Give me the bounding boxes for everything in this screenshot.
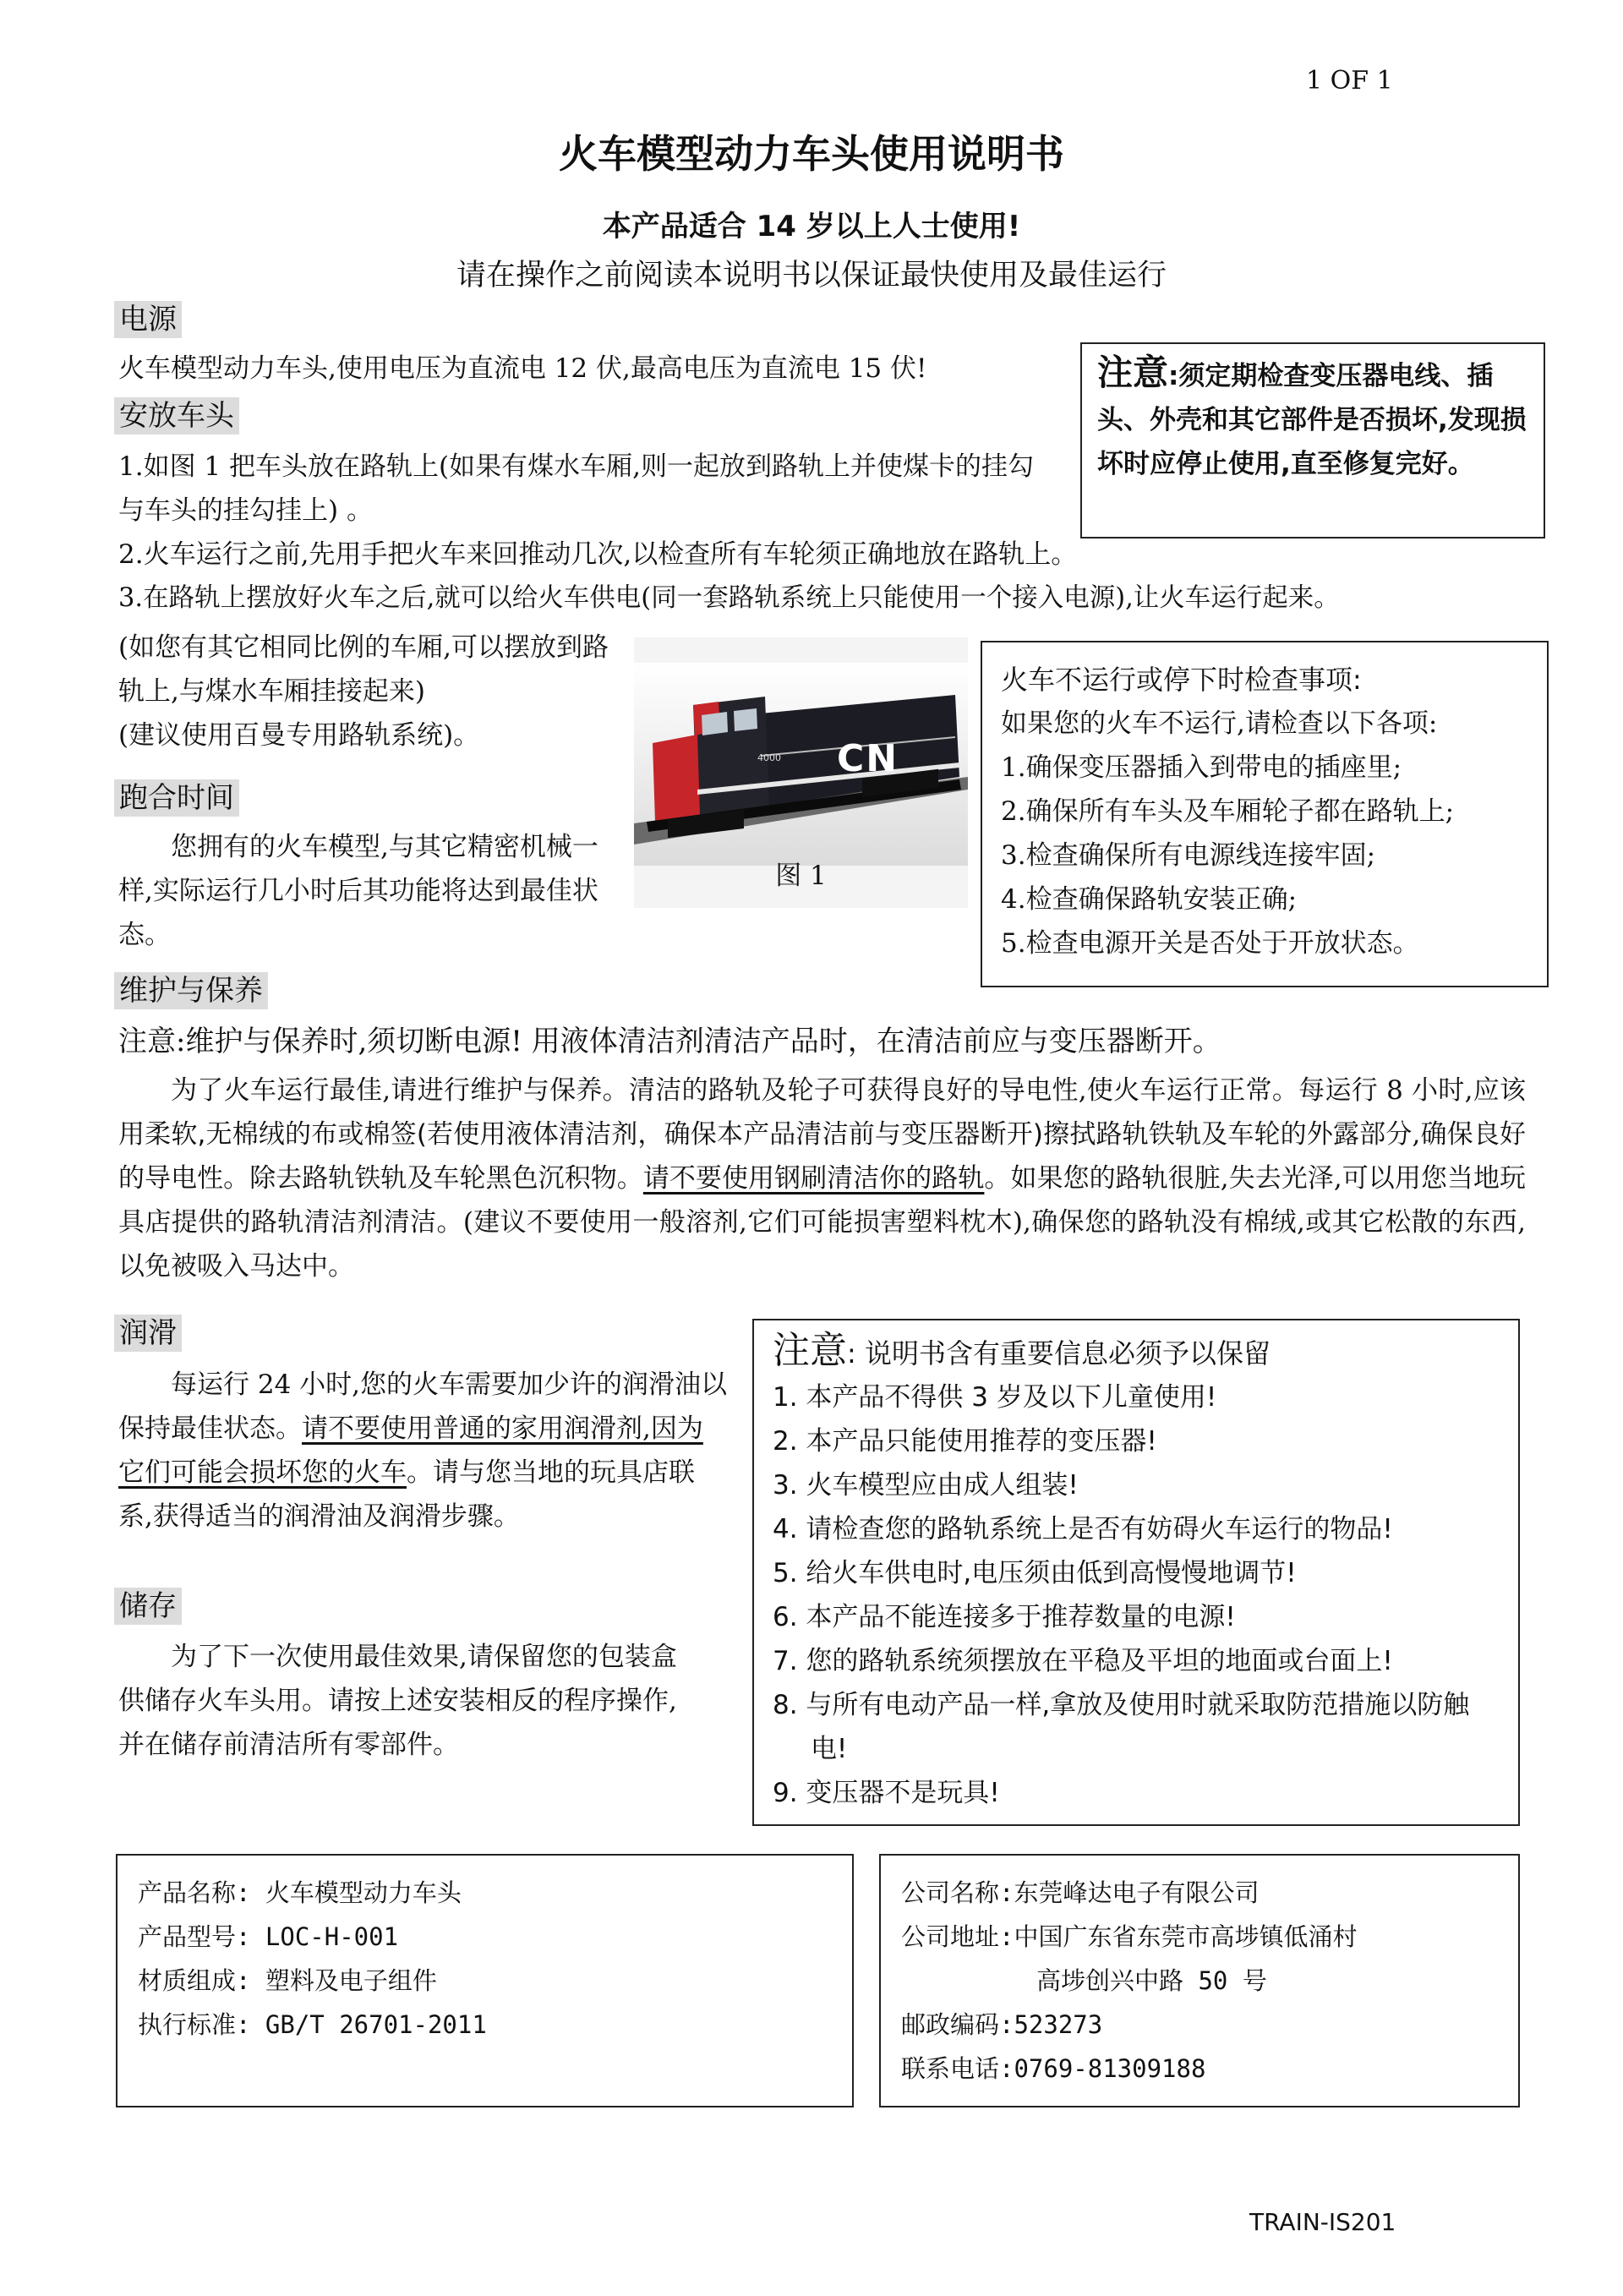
power-heading: 电源	[114, 301, 182, 338]
warning-item: 3. 火车模型应由成人组装!	[773, 1470, 1079, 1501]
age-notice: 本产品适合 14 岁以上人士使用!	[602, 210, 1021, 243]
checklist-item: 3.检查确保所有电源线连接牢固;	[1001, 840, 1376, 871]
placement-step-3: 3.在路轨上摆放好火车之后,就可以给火车供电(同一套路轨系统上只能使用一个接入电源),让火车运行起来。	[118, 583, 1340, 613]
lubrication-warning: 请不要使用普通的家用润滑剂,因为它们可能会损坏您的火车	[118, 1413, 703, 1488]
checklist-item: 4.检查确保路轨安装正确;	[1001, 884, 1298, 915]
storage-heading: 储存	[114, 1588, 182, 1625]
document-code: TRAIN-IS201	[1249, 2208, 1396, 2236]
warnings-label: 注意	[773, 1329, 847, 1372]
company-info-box	[879, 1854, 1520, 2107]
maintenance-text-c: 擦拭路轨铁轨及车轮的外露部分,确保良好的导电性。除去路轨铁轨及车轮黑色沉积物。	[118, 1119, 1526, 1194]
loco-number: 4000	[757, 752, 781, 763]
product-model: 产品型号: LOC-H-001	[138, 1922, 399, 1951]
warning-item: 6. 本产品不能连接多于推荐数量的电源!	[773, 1602, 1236, 1632]
company-address-line-2: 高埗创兴中路 50 号	[1036, 1966, 1267, 1995]
placement-step-2: 2.火车运行之前,先用手把火车来回推动几次,以检查所有车轮须正确地放在路轨上。	[118, 539, 1078, 570]
company-phone: 联系电话:0769-81309188	[901, 2054, 1206, 2083]
loco-logo: CN	[837, 737, 899, 780]
warning-item: 9. 变压器不是玩具!	[773, 1778, 1000, 1808]
placement-heading: 安放车头	[114, 397, 239, 435]
page-title: 火车模型动力车头使用说明书	[559, 131, 1064, 177]
checklist-item: 5.检查电源开关是否处于开放状态。	[1001, 928, 1419, 959]
placement-note-2: (建议使用百曼专用路轨系统)。	[118, 720, 480, 751]
company-address: 公司地址:中国广东省东莞市高埗镇低涌村	[901, 1922, 1358, 1951]
notice-text: :须定期检查变压器电线、插头、外壳和其它部件是否损坏,发现损坏时应停止使用,直至修复完好。	[1097, 361, 1527, 479]
warning-item: 2. 本产品只能使用推荐的变压器!	[773, 1426, 1157, 1457]
maintenance-notice-box	[1080, 342, 1545, 538]
checklist-item: 2.确保所有车头及车厢轮子都在路轨上;	[1001, 796, 1455, 827]
product-info-box	[116, 1854, 854, 2107]
product-name: 产品名称: 火车模型动力车头	[138, 1878, 462, 1907]
warnings-title: : 说明书含有重要信息必须予以保留	[847, 1337, 1271, 1369]
storage-text: 为了下一次使用最佳效果,请保留您的包装盒供储存火车头用。请按上述安装相反的程序操作,并在储存前清洁所有零部件。	[118, 1642, 677, 1760]
maintenance-warning: 注意:维护与保养时,须切断电源! 用液体清洁剂清洁产品时，在清洁前应与变压器断开。	[118, 1025, 1221, 1058]
maintenance-text-a: 为了火车运行最佳,请进行维护与保养。清洁的路轨及轮子可获得良好的导电性,使火车运行正常。每运行 8 小时,应该用	[118, 1075, 1526, 1150]
lubrication-text-b: 。请与您当地的玩具店联系,获得适当的润滑油及润滑步骤。	[118, 1457, 695, 1532]
safety-warnings-box	[752, 1319, 1520, 1826]
page-number: 1 OF 1	[1306, 66, 1393, 96]
maintenance-text	[118, 1069, 1526, 1288]
lubrication-heading: 润滑	[114, 1315, 182, 1352]
warning-item: 1. 本产品不得供 3 岁及以下儿童使用!	[773, 1382, 1217, 1413]
warning-item: 7. 您的路轨系统须摆放在平稳及平坦的地面或台面上!	[773, 1646, 1393, 1676]
maintenance-text-d: 。如果您的路轨很脏,失去光泽,可以用您当地玩具店提供的路轨清洁剂清洁。(建议不要使用一般溶剂,它们可能损害塑料枕木),确保您的路轨没有棉绒,或其它松散的东西,以免被吸入马达中。	[118, 1163, 1526, 1282]
maintenance-text-b: 柔软,无棉绒的布或棉签(若使用液体清洁剂，确保本产品清洁前与变压器断开)	[145, 1119, 1043, 1150]
notice-label: 注意	[1097, 352, 1169, 393]
figure-caption: 图 1	[775, 861, 827, 891]
lubrication-text	[118, 1363, 727, 1539]
company-postcode: 邮政编码:523273	[901, 2010, 1103, 2039]
product-material: 材质组成: 塑料及电子组件	[138, 1966, 437, 1995]
checklist-title: 火车不运行或停下时检查事项:	[1001, 664, 1362, 696]
lubrication-text-a: 每运行 24 小时,您的火车需要加少许的润滑油以保持最佳状态。	[118, 1369, 728, 1444]
warning-item: 8. 与所有电动产品一样,拿放及使用时就采取防范措施以防触电!	[773, 1690, 1470, 1764]
troubleshooting-box	[981, 641, 1549, 987]
power-text: 火车模型动力车头,使用电压为直流电 12 伏,最高电压为直流电 15 伏!	[118, 353, 927, 384]
warning-item: 5. 给火车供电时,电压须由低到高慢慢地调节!	[773, 1558, 1297, 1588]
maintenance-brush-warning: 请不要使用钢刷清洁你的路轨	[642, 1163, 985, 1194]
read-notice: 请在操作之前阅读本说明书以保证最快使用及最佳运行	[456, 259, 1167, 292]
break-in-heading: 跑合时间	[114, 779, 239, 817]
placement-note-1: (如您有其它相同比例的车厢,可以摆放到路轨上,与煤水车厢挂接起来)	[118, 632, 609, 707]
locomotive-image	[634, 663, 968, 866]
maintenance-heading: 维护与保养	[114, 972, 268, 1009]
break-in-text: 您拥有的火车模型,与其它精密机械一样,实际运行几小时后其功能将达到最佳状态。	[118, 832, 598, 950]
checklist-intro: 如果您的火车不运行,请检查以下各项:	[1001, 708, 1438, 739]
checklist-item: 1.确保变压器插入到带电的插座里;	[1001, 752, 1402, 783]
placement-step-1: 1.如图 1 把车头放在路轨上(如果有煤水车厢,则一起放到路轨上并使煤卡的挂勾与车头的挂勾挂上) 。	[118, 451, 1034, 526]
warning-item: 4. 请检查您的路轨系统上是否有妨碍火车运行的物品!	[773, 1514, 1393, 1544]
company-name: 公司名称:东莞峰达电子有限公司	[901, 1878, 1260, 1907]
product-standard: 执行标准: GB/T 26701-2011	[138, 2010, 487, 2039]
